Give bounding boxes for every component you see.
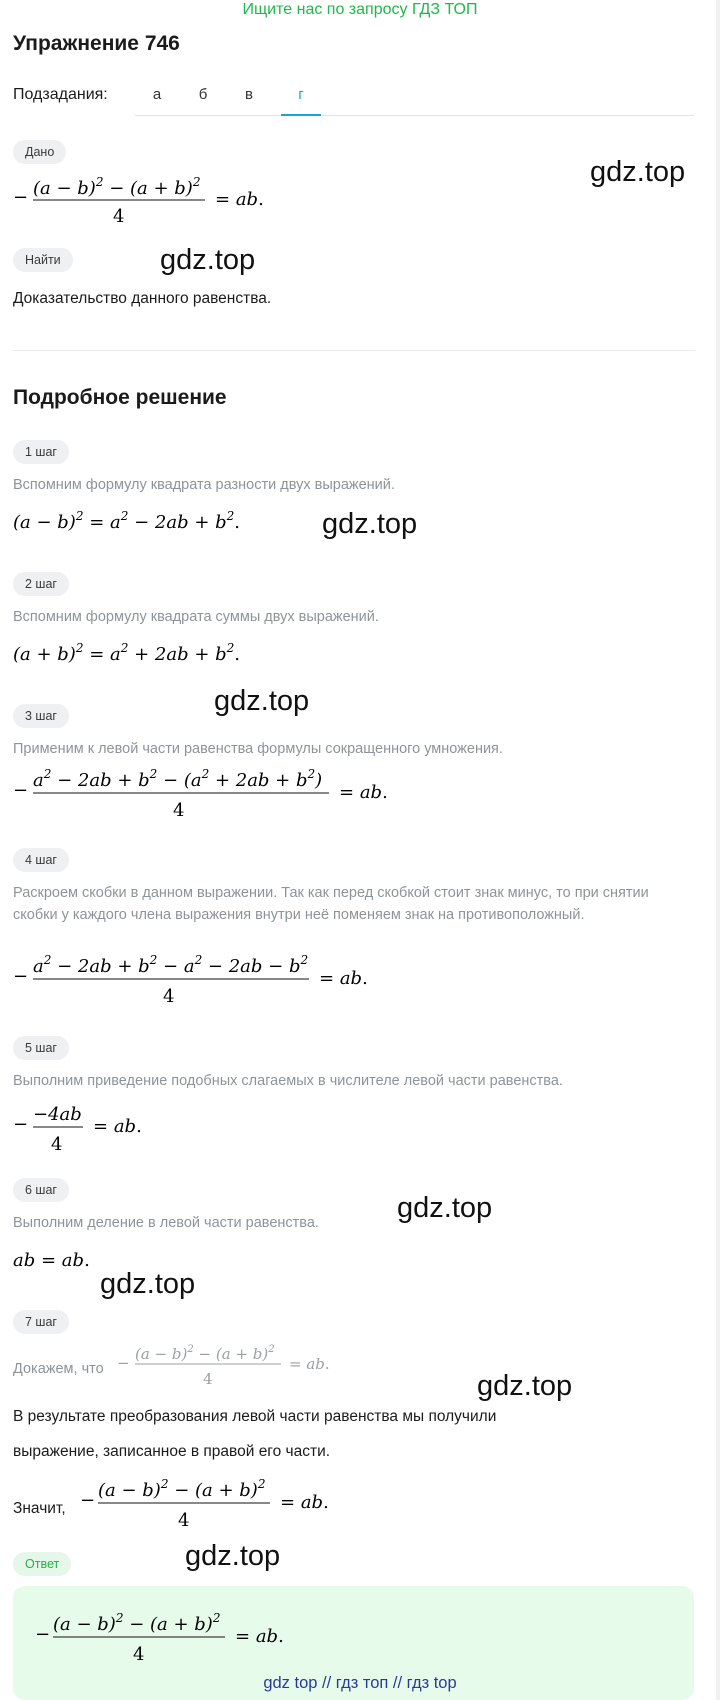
svg-text:4: 4: [173, 800, 185, 821]
svg-text:4: 4: [178, 1510, 190, 1531]
svg-text:= ab.: = ab.: [235, 1626, 284, 1647]
step-text: Выполним деление в левой части равенства.: [13, 1215, 319, 1231]
tab-g[interactable]: г: [281, 86, 321, 116]
page-title: Упражнение 746: [13, 32, 180, 55]
svg-text:−4ab: −4ab: [33, 1104, 82, 1125]
svg-text:−: −: [80, 1490, 96, 1511]
svg-text:4: 4: [203, 1370, 213, 1388]
step3-formula-svg: [13, 762, 413, 824]
find-badge: Найти: [13, 248, 73, 272]
step-badge: 7 шаг: [13, 1310, 69, 1334]
therefore-label: Значит,: [13, 1500, 66, 1517]
step-formula: [13, 506, 253, 541]
answer-formula: [35, 1606, 305, 1673]
step-text: Вспомним формулу квадрата суммы двух выражений.: [13, 609, 379, 625]
conclusion-text: В результате преобразования левой части равенства мы получили: [13, 1408, 497, 1425]
svg-text:4: 4: [113, 206, 125, 227]
footer-links[interactable]: gdz top // гдз топ // гдз top: [263, 1674, 457, 1692]
svg-text:−: −: [13, 1114, 29, 1135]
svg-text:(a − b)2 − (a + b)2: $(a - b)^2 - (a + b)^2$: [98, 1477, 266, 1501]
watermark: gdz.top: [322, 508, 418, 540]
promo-banner[interactable]: Ищите нас по запросу ГДЗ ТОП: [242, 1, 478, 18]
svg-text:−: −: [13, 966, 29, 987]
svg-text:4: 4: [51, 1134, 63, 1155]
watermark: gdz.top: [185, 1540, 281, 1572]
step-formula: [13, 762, 413, 829]
watermark: gdz.top: [397, 1192, 493, 1224]
step7-formula-svg: [117, 1338, 357, 1394]
watermark: gdz.top: [160, 244, 256, 276]
step-text: Докажем, что: [13, 1361, 104, 1377]
answer-formula-svg: [35, 1606, 305, 1668]
svg-text:4: 4: [163, 986, 175, 1007]
svg-text:−: −: [13, 187, 29, 208]
watermark: gdz.top: [590, 156, 686, 188]
subtasks-tabs: [135, 76, 694, 116]
svg-text:= ab.: = ab.: [215, 189, 264, 210]
step-badge: 4 шаг: [13, 848, 69, 872]
svg-text:= ab.: = ab.: [93, 1116, 142, 1137]
svg-text:(a − b)2 − (a + b)2: $(a - b)^2 - (a + b)^2$: [53, 1611, 221, 1635]
step1-formula-svg: [13, 506, 253, 536]
step-badge: 2 шаг: [13, 572, 69, 596]
tab-b[interactable]: б: [198, 86, 208, 103]
step-formula: [13, 1096, 173, 1163]
step-text: Вспомним формулу квадрата разности двух выражений.: [13, 477, 395, 493]
svg-text:= ab.: = ab.: [280, 1492, 329, 1513]
step-badge: 1 шаг: [13, 440, 69, 464]
tab-v[interactable]: в: [245, 86, 253, 103]
step-text: Выполним приведение подобных слагаемых в числителе левой части равенства.: [13, 1073, 563, 1089]
final-formula-svg: [80, 1472, 340, 1534]
svg-text:−: −: [35, 1624, 51, 1645]
given-badge: Дано: [13, 140, 66, 164]
svg-text:(a − b)2 − (a + b)2: $(a - b)^2 - (a + b)^2$: [135, 1344, 275, 1363]
subtasks-label: Подзадания:: [13, 86, 108, 103]
find-text: Доказательство данного равенства.: [13, 290, 272, 307]
answer-badge: Ответ: [13, 1552, 71, 1576]
step-badge: 5 шаг: [13, 1036, 69, 1060]
svg-text:(a − b)2 − (a + b)2: $(a - b)^2 - (a + b)^2$: [33, 175, 201, 199]
svg-text:(a + b)2 = a2 + 2ab + b2.: $(a + b)^2 = a^2 + 2ab + b^2$.: [13, 641, 241, 665]
given-formula-svg: [13, 170, 283, 232]
step-formula: [13, 638, 253, 673]
svg-text:a2 − 2ab + b2 − a2 − 2ab − b2: $a^2 - 2ab + b^2 - a^2 - 2ab - b^2$: [33, 953, 309, 977]
step-text: Раскроем скобки в данном выражении. Так как перед скобкой стоит знак минус, то при снятии скобки у каждого члена выражения внутри неё поменяем знак на противоположный.: [13, 885, 649, 923]
svg-text:ab = ab.: ab = ab.: [13, 1250, 90, 1271]
watermark: gdz.top: [477, 1370, 573, 1402]
step2-formula-svg: [13, 638, 253, 668]
given-formula: [13, 170, 283, 237]
divider: [13, 350, 695, 351]
step-badge: 3 шаг: [13, 704, 69, 728]
step4-formula-svg: [13, 948, 393, 1010]
scrollbar[interactable]: [716, 0, 720, 1700]
step-badge: 6 шаг: [13, 1178, 69, 1202]
watermark: gdz.top: [100, 1268, 196, 1300]
svg-text:= ab.: = ab.: [289, 1355, 330, 1373]
svg-text:−: −: [13, 780, 29, 801]
step5-formula-svg: [13, 1096, 173, 1158]
svg-text:(a − b)2 = a2 − 2ab + b2.: $(a - b)^2 = a^2 - 2ab + b^2$.: [13, 509, 241, 533]
final-formula: [80, 1472, 340, 1539]
tab-a[interactable]: а: [152, 86, 162, 103]
svg-text:= ab.: = ab.: [339, 782, 388, 803]
step-formula: [13, 948, 393, 1015]
step-formula: [117, 1338, 357, 1399]
svg-text:4: 4: [133, 1644, 145, 1665]
svg-text:= ab.: = ab.: [319, 968, 368, 989]
svg-text:−: −: [117, 1354, 130, 1372]
solution-title: Подробное решение: [13, 386, 227, 409]
step-text: Применим к левой части равенства формулы сокращенного умножения.: [13, 741, 503, 757]
watermark: gdz.top: [214, 685, 310, 717]
svg-text:a2 − 2ab + b2 − (a2 + 2ab + b2: $a^2 - 2ab + b^2 - (a^2 + 2ab + b^2)$: [33, 767, 323, 791]
conclusion-text-2: выражение, записанное в правой его части.: [13, 1443, 331, 1460]
